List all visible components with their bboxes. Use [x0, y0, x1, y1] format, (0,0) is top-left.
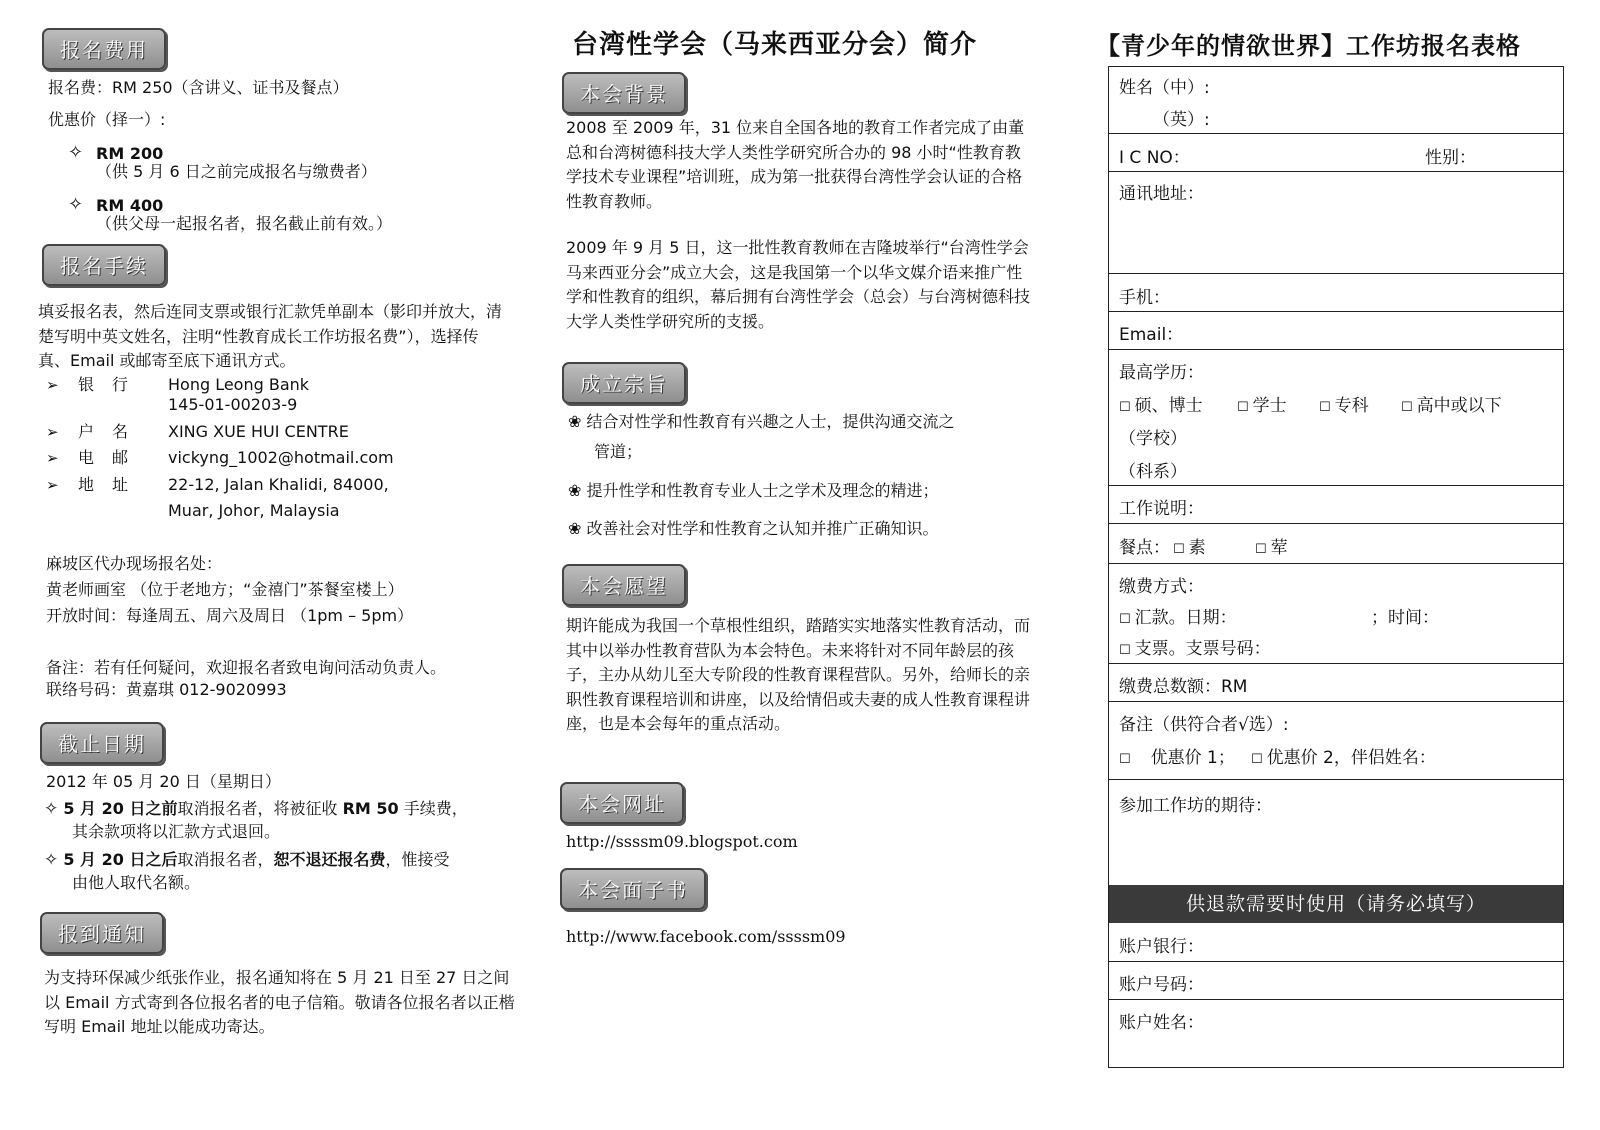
aim-item: [568, 479, 939, 503]
onsite-title: 麻坡区代办现场报名处：: [46, 554, 223, 573]
refund-bar: 供退款需要时使用（请务必填写）: [1109, 885, 1563, 923]
notice-tag: 报到通知: [40, 912, 164, 954]
background-para-2: 2009 年 9 月 5 日，这一批性教育教师在吉隆坡举行“台湾性学会马来西亚分会”成立大会，这是我国第一个以华文媒介语来推广性学和性教育的组织，幕后拥有台湾性学会（总会）与台湾树德科技大学人类性学研究所的支援。: [566, 238, 1031, 331]
aim-text: 提升性学和性教育专业人士之学术及理念的精进；: [586, 481, 939, 500]
cancel-item-line2: 其余款项将以汇款方式退回。: [72, 822, 281, 841]
payment-row: [1109, 563, 1563, 664]
address-field[interactable]: [1109, 171, 1563, 274]
cancel-bold: 5 月 20 日之前: [63, 799, 178, 818]
payment-transfer-option[interactable]: [1119, 603, 1237, 628]
bank-label: 银行: [78, 375, 147, 394]
bank-row: [38, 374, 518, 418]
name-cn-label: 姓名（中）:: [1119, 78, 1210, 98]
checkbox-icon[interactable]: ☐: [1119, 612, 1131, 627]
email-label: Email：: [1119, 325, 1184, 345]
aim-text: 改善社会对性学和性教育之认知并推广正确知识。: [586, 519, 939, 538]
account-number-label: 账户号码：: [1119, 975, 1204, 995]
meal-option-label: 素: [1188, 538, 1206, 558]
website-tag: 本会网址: [560, 782, 684, 824]
gender-label: 性别：: [1425, 148, 1476, 168]
discount-price: RM 200: [96, 144, 164, 163]
form-title: 【青少年的情欲世界】工作坊报名表格: [1096, 32, 1521, 60]
flower-icon: ❀: [568, 412, 582, 431]
payment-cheque-option[interactable]: [1119, 634, 1271, 659]
discount-line: 优惠价（择一）:: [48, 110, 166, 129]
vision-text: 期许能成为我国一个草根性组织，踏踏实实地落实性教育活动，而其中以举办性教育营队为本会特色。未来将针对不同年龄层的孩子，主办从幼儿至大专阶段的性教育课程营队。另外，给师长的亲职性教育课程培训和讲座，以及给情侣或夫妻的成人性教育课程讲座，也是本会每年的重点活动。: [566, 616, 1031, 733]
deadline-tag: 截止日期: [40, 722, 164, 764]
cancel-text-2: ，惟接受: [385, 850, 450, 869]
remark-option-2-label: 优惠价 2，伴侣姓名：: [1266, 748, 1436, 768]
meal-option-label: 荤: [1270, 538, 1288, 558]
bank-field[interactable]: [1109, 923, 1563, 962]
bank-value-2: 145-01-00203-9: [168, 395, 298, 414]
payment-time-label: ；时间：: [1371, 608, 1439, 628]
arrow-icon: ➢: [46, 423, 59, 441]
edu-option-label: 硕、博士: [1134, 396, 1203, 416]
contact-line: 联络号码：黄嘉琪 012-9020993: [46, 680, 287, 699]
expectation-field[interactable]: [1109, 779, 1563, 885]
email-value: vickyng_1002@hotmail.com: [168, 448, 394, 467]
cancel-bold-2: RM 50: [342, 799, 399, 818]
notice-text: 为支持环保减少纸张作业，报名通知将在 5 月 21 日至 27 日之间以 Email 方式寄到各位报名者的电子信箱。敬请各位报名者以正楷写明 Email 地址以能成功寄达。: [44, 968, 515, 1036]
arrow-icon: ➢: [46, 449, 59, 467]
checkbox-icon[interactable]: ☐: [1255, 542, 1267, 557]
address-label: 地址: [78, 475, 147, 494]
meal-meat-option[interactable]: [1255, 533, 1288, 558]
flower-icon: ❀: [568, 481, 582, 500]
checkbox-icon[interactable]: ☐: [1251, 752, 1263, 767]
aim-item: [568, 517, 939, 541]
payment-label: 缴费方式：: [1119, 577, 1204, 597]
cancel-bold-2: 恕不退还报名费: [273, 850, 386, 869]
edu-option-bachelor[interactable]: [1237, 391, 1287, 416]
onsite-place: 黄老师画室 （位于老地方；“金禧门”茶餐室楼上）: [46, 580, 404, 599]
deadline-date: 2012 年 05 月 20 日（星期日）: [46, 772, 281, 791]
meal-label: 餐点：: [1119, 538, 1170, 558]
vision-tag: 本会愿望: [562, 564, 686, 606]
cancel-bold: 5 月 20 日之后: [63, 850, 178, 869]
edu-option-label: 高中或以下: [1416, 396, 1502, 416]
remark-option-2[interactable]: [1251, 743, 1436, 768]
website-link[interactable]: http://ssssm09.blogspot.com: [566, 832, 798, 851]
checkbox-icon[interactable]: ☐: [1401, 400, 1413, 415]
checkbox-icon[interactable]: ☐: [1173, 542, 1185, 557]
discount-price: RM 400: [96, 196, 164, 215]
background-tag: 本会背景: [562, 72, 686, 114]
facebook-link[interactable]: http://www.facebook.com/ssssm09: [566, 927, 846, 946]
payment-transfer-label: 汇款。日期：: [1134, 608, 1237, 628]
arrow-icon: ➢: [46, 476, 59, 494]
job-label: 工作说明：: [1119, 499, 1204, 519]
procedure-tag: 报名手续: [42, 244, 166, 286]
star-icon: ✧: [44, 799, 59, 819]
ic-label: I C NO：: [1119, 148, 1190, 168]
email-field[interactable]: [1109, 311, 1563, 350]
total-field[interactable]: [1109, 663, 1563, 702]
cancel-item: [44, 848, 450, 872]
remark-row: [1109, 701, 1563, 780]
remark-line: 备注：若有任何疑问，欢迎报名者致电询问活动负责人。: [46, 658, 447, 677]
school-label: （学校）: [1119, 429, 1187, 449]
discount-note: （供父母一起报名者，报名截止前有效。）: [96, 214, 393, 233]
cancel-item-line2: 由他人取代名额。: [72, 873, 201, 892]
arrow-icon: ➢: [46, 376, 59, 394]
remark-label: 备注（供符合者√选）:: [1119, 715, 1289, 735]
onsite-hours: 开放时间：每逢周五、周六及周日 （1pm – 5pm）: [46, 606, 414, 625]
aim-text: 结合对性学和性教育有兴趣之人士，提供沟通交流之: [586, 412, 955, 431]
address-value-2: Muar, Johor, Malaysia: [168, 501, 340, 520]
cancel-item: [44, 797, 468, 821]
edu-option-label: 学士: [1252, 396, 1287, 416]
remark-option-1-label: 优惠价 1；: [1150, 748, 1235, 768]
mobile-field[interactable]: [1109, 273, 1563, 312]
registration-form: [1108, 66, 1564, 1068]
name-row[interactable]: [1109, 67, 1563, 134]
edu-option-label: 专科: [1334, 396, 1369, 416]
cancel-text: 取消报名者，: [177, 850, 274, 869]
payment-cheque-label: 支票。支票号码：: [1134, 639, 1271, 659]
account-name-label: 户名: [78, 422, 147, 441]
checkbox-icon[interactable]: ☐: [1119, 643, 1131, 658]
address-value: 22-12, Jalan Khalidi, 84000,: [168, 475, 389, 494]
star-icon: ✧: [68, 194, 84, 215]
edu-option-highschool[interactable]: [1401, 391, 1502, 416]
account-number-field[interactable]: [1109, 961, 1563, 1000]
dept-label: （科系）: [1119, 462, 1187, 482]
email-label: 电邮: [78, 448, 147, 467]
address-label: 通讯地址：: [1119, 184, 1204, 204]
bank-value: Hong Leong Bank: [168, 375, 310, 394]
fee-tag: 报名费用: [42, 28, 166, 70]
discount-note: （供 5 月 6 日之前完成报名与缴费者）: [96, 162, 377, 181]
cancel-text-2: 手续费，: [398, 799, 468, 818]
remark-option-1[interactable]: [1119, 743, 1235, 768]
star-icon: ✧: [68, 142, 84, 163]
checkbox-icon[interactable]: ☐: [1319, 400, 1331, 415]
edu-option-diploma[interactable]: [1319, 391, 1369, 416]
address-row: [38, 474, 518, 524]
education-label: 最高学历：: [1119, 363, 1204, 383]
mobile-label: 手机：: [1119, 288, 1170, 308]
account-name-value: XING XUE HUI CENTRE: [168, 422, 349, 441]
procedure-text: 填妥报名表，然后连同支票或银行汇款凭单副本（影印并放大，清楚写明中英文姓名，注明“性教育成长工作坊报名费”），选择传真、Email 或邮寄至底下通讯方式。: [38, 302, 503, 370]
checkbox-icon[interactable]: ☐: [1119, 752, 1131, 767]
total-label: 缴费总数额：RM: [1119, 677, 1248, 697]
meal-veg-option[interactable]: [1173, 533, 1206, 558]
aim-item-line2: 管道；: [594, 442, 643, 461]
checkbox-icon[interactable]: ☐: [1119, 400, 1131, 415]
flower-icon: ❀: [568, 519, 582, 538]
meal-row: [1109, 523, 1563, 564]
ic-row[interactable]: [1109, 133, 1563, 172]
cancel-text: 取消报名者，将被征收: [177, 799, 343, 818]
bank-label: 账户银行：: [1119, 937, 1204, 957]
account-name-label: 账户姓名：: [1119, 1013, 1204, 1033]
edu-option-master[interactable]: [1119, 391, 1203, 416]
checkbox-icon[interactable]: ☐: [1237, 400, 1249, 415]
page-title: 台湾性学会（马来西亚分会）简介: [572, 30, 978, 60]
facebook-tag: 本会面子书: [560, 868, 706, 910]
expectation-label: 参加工作坊的期待：: [1119, 796, 1272, 816]
name-en-label: （英）:: [1153, 110, 1210, 130]
aim-tag: 成立宗旨: [562, 362, 686, 404]
job-field[interactable]: [1109, 485, 1563, 524]
background-para-1: 2008 至 2009 年，31 位来自全国各地的教育工作者完成了由董总和台湾树德科技大学人类性学研究所合办的 98 小时“性教育教学技术专业课程”培训班，成为第一批获得台湾性学会认证的合格性教育教师。: [566, 118, 1025, 211]
account-name-field[interactable]: [1109, 999, 1563, 1037]
aim-item: [568, 410, 955, 434]
star-icon: ✧: [44, 850, 59, 870]
education-row: [1109, 349, 1563, 486]
fee-line: 报名费：RM 250（含讲义、证书及餐点）: [48, 78, 349, 97]
